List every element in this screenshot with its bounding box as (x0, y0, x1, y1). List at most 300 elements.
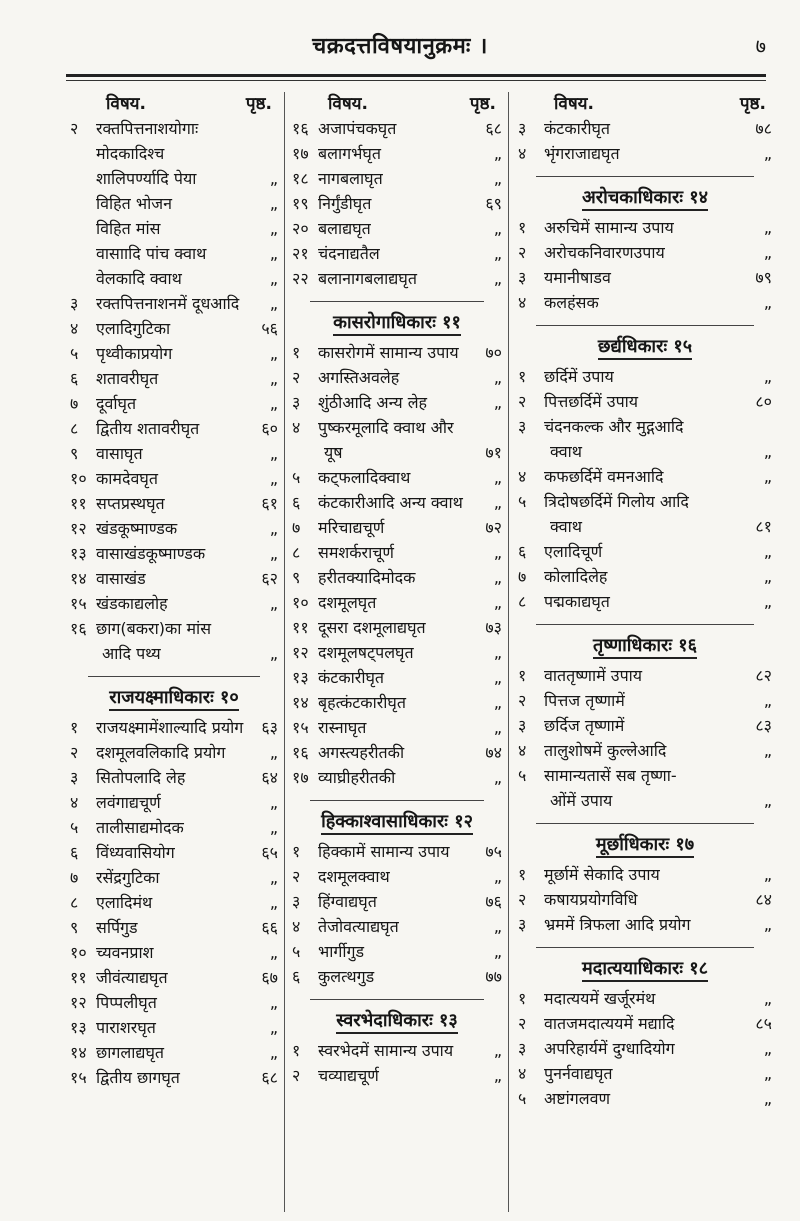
entry-title: चंदनकल्क और मुद्गआदि (544, 417, 684, 436)
page-heading: पृष्ठ. (245, 94, 272, 114)
entry-page: ७४ (485, 743, 502, 762)
entry-page: „ (269, 194, 278, 213)
toc-entry (516, 763, 774, 788)
section-heading-block (516, 325, 774, 360)
entry-title: हरीतक्यादिमोदक (318, 568, 416, 587)
toc-entry (290, 964, 504, 989)
entry-title: तेजोवत्याद्यघृत (318, 917, 399, 936)
entry-title: राजयक्ष्मामेंशाल्यादि प्रयोग (96, 718, 244, 737)
entry-number: ९ (292, 568, 301, 587)
entry-title: बृहत्कंटकारीघृत (318, 693, 407, 712)
entry-title: मदात्ययमें खर्जूरमंथ (544, 989, 656, 1008)
entry-number: ७ (518, 567, 527, 586)
toc-entry (68, 715, 280, 740)
entry-page: „ (269, 169, 278, 188)
entry-page: „ (493, 643, 502, 662)
entry-number: १७ (292, 144, 309, 163)
entry-page: „ (763, 467, 772, 486)
section-title: मूर्छाधिकारः १७ (596, 834, 694, 858)
toc-entry (516, 116, 774, 141)
entry-number: २ (292, 368, 301, 387)
entry-number: ४ (292, 418, 301, 437)
entry-title: तालुशोषमें कुल्लेआदि (544, 741, 667, 760)
header-rule-thin (66, 80, 766, 81)
entry-title: दूर्वाघृत (96, 394, 137, 413)
toc-entry (290, 864, 504, 889)
entry-title: दूसरा दशमूलाद्यघृत (318, 618, 426, 637)
entry-page: ८३ (755, 716, 772, 735)
entry-number: ७ (70, 868, 79, 887)
entry-title: यमानीषाडव (544, 268, 611, 287)
entry-title: क्वाथ (550, 517, 582, 536)
toc-entry (290, 889, 504, 914)
entry-number: २ (70, 119, 79, 138)
toc-entry (290, 266, 504, 291)
toc-entry (68, 316, 280, 341)
toc-entry (68, 591, 280, 616)
entry-title: चव्याद्यचूर्ण (318, 1066, 379, 1085)
entry-page: „ (763, 865, 772, 884)
section-rule (536, 823, 754, 824)
toc-column-3 (516, 92, 774, 1212)
entry-title: विहित मांस (96, 219, 161, 238)
entry-title: रक्तपित्तनाशयोगाः मोदकादिश्च (96, 119, 199, 163)
toc-entry (68, 466, 280, 491)
entry-title: वेलकादि क्वाथ (96, 269, 182, 288)
entry-title: ओंमें उपाय (550, 791, 613, 810)
entry-title: पुनर्नवाद्यघृत (544, 1064, 613, 1083)
subject-heading: विषय. (106, 94, 146, 114)
entry-number: ५ (518, 766, 527, 785)
entry-number: ९ (70, 444, 79, 463)
entry-number: २ (518, 1014, 527, 1033)
entry-page: „ (493, 942, 502, 961)
entry-title: वाततृष्णामें उपाय (544, 666, 643, 685)
entry-number: १२ (292, 643, 309, 662)
entry-number: २ (518, 243, 527, 262)
entry-number: ४ (518, 1064, 527, 1083)
toc-entry (290, 465, 504, 490)
toc-column-2 (290, 92, 504, 1212)
section-title: राजयक्ष्माधिकारः १० (109, 687, 238, 711)
entry-page: „ (269, 943, 278, 962)
toc-entry (290, 490, 504, 515)
entry-number: १ (292, 842, 301, 861)
toc-entry (516, 539, 774, 564)
entry-number: १० (292, 593, 309, 612)
entry-number: ५ (70, 818, 79, 837)
header-rule-thick (66, 74, 766, 77)
toc-entry (290, 390, 504, 415)
entry-title: व्याघ्रीहरीतकी (318, 768, 396, 787)
entry-page: ७६ (485, 892, 502, 911)
toc-entry (516, 1086, 774, 1111)
entry-number: १० (70, 469, 87, 488)
entry-title: द्वितीय शतावरीघृत (96, 419, 200, 438)
toc-entry (290, 166, 504, 191)
entry-page: „ (269, 469, 278, 488)
toc-entry (516, 887, 774, 912)
entry-number: ११ (292, 618, 309, 637)
entry-page: ६७ (261, 968, 278, 987)
entry-title: शतावरीघृत (96, 369, 159, 388)
entry-page: „ (493, 1066, 502, 1085)
toc-entry (516, 738, 774, 763)
entry-page: ६८ (261, 1068, 278, 1087)
entry-page: „ (493, 668, 502, 687)
entry-page: ७८ (755, 119, 772, 138)
entry-title: कफछर्दिमें वमनआदि (544, 467, 664, 486)
toc-entry (516, 912, 774, 937)
entry-title: पृथ्वीकाप्रयोग (96, 344, 173, 363)
entry-page: „ (269, 294, 278, 313)
toc-entry (68, 1040, 280, 1065)
toc-entry (290, 939, 504, 964)
toc-entry (290, 340, 504, 365)
toc-entry (68, 391, 280, 416)
entry-number: १ (518, 218, 527, 237)
entry-page: ७५ (485, 842, 502, 861)
entry-number: २ (70, 743, 79, 762)
entry-number: ६ (70, 369, 79, 388)
entry-title: छर्दिमें उपाय (544, 367, 614, 386)
entry-number: ६ (70, 843, 79, 862)
entry-number: २ (518, 691, 527, 710)
entry-title: दशमूलक्वाथ (318, 867, 390, 886)
entry-title: कासरोगमें सामान्य उपाय (318, 343, 459, 362)
entry-number: २ (292, 867, 301, 886)
toc-entry (516, 986, 774, 1011)
entry-title: च्यवनप्राश (96, 943, 154, 962)
entry-title: वासाखंड (96, 569, 146, 588)
entry-number: १ (518, 989, 527, 1008)
toc-entry (516, 862, 774, 887)
subject-heading: विषय. (328, 94, 368, 114)
entry-title: भृंगराजाद्यघृत (544, 144, 620, 163)
entry-page: „ (763, 442, 772, 461)
entry-page: „ (269, 868, 278, 887)
entry-number: ५ (292, 468, 301, 487)
entry-title: एलादिमंथ (96, 893, 153, 912)
entry-page: „ (269, 893, 278, 912)
entry-title: पाराशरघृत (96, 1018, 156, 1037)
toc-entry (516, 589, 774, 614)
entry-page: „ (763, 989, 772, 1008)
entry-number: ७ (70, 394, 79, 413)
entry-page: „ (269, 269, 278, 288)
entry-page: ७० (485, 343, 502, 362)
entry-page: „ (493, 144, 502, 163)
subject-heading: विषय. (554, 94, 594, 114)
section-heading-block (516, 947, 774, 982)
entry-page: ७९ (755, 268, 772, 287)
entry-title: पित्तछर्दिमें उपाय (544, 392, 639, 411)
entry-page: „ (493, 917, 502, 936)
entry-number: ६ (518, 542, 527, 561)
entry-page: ६५ (261, 843, 278, 862)
entry-title: क्वाथ (550, 442, 582, 461)
entry-number: ५ (70, 344, 79, 363)
entry-title: शुंठीआदि अन्य लेह (318, 393, 428, 412)
entry-title: सप्तप्रस्थघृत (96, 494, 165, 513)
entry-number: १ (292, 1041, 301, 1060)
toc-entry (68, 915, 280, 940)
entry-title: वासाादि पांच क्वाथ (96, 244, 207, 263)
toc-entry (516, 215, 774, 240)
entry-page: „ (763, 144, 772, 163)
toc-entry (68, 191, 280, 216)
toc-entry (68, 616, 280, 641)
entry-title: दशमूलघृत (318, 593, 377, 612)
toc-entry (516, 1036, 774, 1061)
entry-page: „ (269, 444, 278, 463)
toc-entry (290, 640, 504, 665)
entry-page: „ (763, 218, 772, 237)
entry-title: सामान्यतासें सब तृष्णा- (544, 766, 677, 785)
toc-entry (68, 965, 280, 990)
entry-title: स्वरभेदमें सामान्य उपाय (318, 1041, 454, 1060)
entry-page: „ (269, 219, 278, 238)
entry-title: अरोचकनिवारणउपाय (544, 243, 665, 262)
toc-entry (68, 1015, 280, 1040)
section-heading-block (290, 999, 504, 1034)
entry-page: „ (269, 344, 278, 363)
page-header (0, 0, 800, 88)
entry-title: विहित भोजन (96, 194, 173, 213)
toc-entry (68, 291, 280, 316)
entry-number: २२ (292, 269, 309, 288)
entry-page: ८० (755, 392, 772, 411)
entry-page: ६१ (261, 494, 278, 513)
entry-number: ३ (70, 294, 79, 313)
entry-page: ६२ (261, 569, 278, 588)
entry-page: ६४ (261, 768, 278, 787)
toc-entry (68, 765, 280, 790)
section-rule (310, 800, 484, 801)
toc-entry (290, 665, 504, 690)
toc-entry (68, 541, 280, 566)
entry-title: खंडकूष्माण्डक (96, 519, 178, 538)
entry-page: „ (269, 369, 278, 388)
entry-title: पुष्करमूलादि क्वाथ और (318, 418, 454, 437)
entry-page: ८१ (755, 517, 772, 536)
entry-page: ८५ (755, 1014, 772, 1033)
toc-entry (68, 116, 280, 166)
entry-page: „ (269, 594, 278, 613)
toc-entry (68, 840, 280, 865)
entry-number: १२ (70, 519, 87, 538)
entry-title: अष्टांगलवण (544, 1089, 611, 1108)
entry-number: ३ (70, 768, 79, 787)
section-rule (536, 624, 754, 625)
entry-title: सितोपलादि लेह (96, 768, 186, 787)
entry-number: १४ (292, 693, 309, 712)
entry-title: विंध्यवासियोग (96, 843, 175, 862)
toc-entry (68, 441, 280, 466)
entry-number: ३ (292, 393, 301, 412)
entry-number: ४ (70, 793, 79, 812)
entry-title: छाग(बकरा)का मांस (96, 619, 212, 638)
entry-title: समशर्कराचूर्ण (318, 543, 394, 562)
entry-page: „ (493, 393, 502, 412)
entry-page: „ (763, 741, 772, 760)
section-heading-block (516, 823, 774, 858)
toc-entry (516, 240, 774, 265)
toc-column-1 (68, 92, 280, 1212)
entry-page: „ (493, 169, 502, 188)
toc-entry (290, 116, 504, 141)
entry-page: ८२ (755, 666, 772, 685)
page-heading: पृष्ठ. (469, 94, 496, 114)
entry-number: ४ (518, 467, 527, 486)
entry-title: शालिपर्ण्यादि पेया (96, 169, 197, 188)
toc-entry (290, 141, 504, 166)
entry-page: ७७ (485, 967, 502, 986)
entry-page: „ (763, 293, 772, 312)
entry-page: „ (763, 367, 772, 386)
toc-entry (290, 241, 504, 266)
entry-number: ११ (70, 968, 87, 987)
running-title: चक्रदत्तविषयानुक्रमः । (312, 34, 488, 59)
toc-entry (68, 790, 280, 815)
toc-entry-continuation (290, 440, 504, 465)
entry-number: २० (292, 219, 309, 238)
page-number: ७ (755, 34, 766, 58)
entry-number: ५ (518, 492, 527, 511)
page-heading: पृष्ठ. (739, 94, 766, 114)
column-header (290, 92, 504, 116)
entry-number: २१ (292, 244, 309, 263)
toc-entry (290, 839, 504, 864)
entry-page: „ (493, 493, 502, 512)
entry-title: कुलत्थगुड (318, 967, 375, 986)
entry-title: मूर्छामें सेकादि उपाय (544, 865, 660, 884)
entry-page: „ (269, 993, 278, 1012)
toc-entry (516, 1011, 774, 1036)
toc-entry (516, 663, 774, 688)
entry-number: १३ (70, 1018, 87, 1037)
entry-title: रक्तपित्तनाशनमें दूधआदि (96, 294, 240, 313)
entry-title: वासाखंडकूष्माण्डक (96, 544, 206, 563)
toc-entry-continuation (516, 788, 774, 813)
entry-title: अगस्त्यहरीतकी (318, 743, 405, 762)
entry-number: ८ (70, 893, 79, 912)
entry-title: भ्रममें त्रिफला आदि प्रयोग (544, 915, 691, 934)
entry-title: बलागर्भघृत (318, 144, 381, 163)
toc-entry (290, 740, 504, 765)
toc-entry (68, 166, 280, 191)
entry-title: कंटकारीघृत (544, 119, 611, 138)
toc-entry (290, 765, 504, 790)
toc-entry (68, 241, 280, 266)
entry-title: बलाद्यघृत (318, 219, 371, 238)
entry-number: ३ (518, 119, 527, 138)
toc-entry (516, 265, 774, 290)
toc-entry (516, 564, 774, 589)
entry-title: अजापंचकघृत (318, 119, 397, 138)
entry-page: „ (493, 468, 502, 487)
section-rule (536, 325, 754, 326)
toc-entry (516, 141, 774, 166)
entry-title: छर्दिज तृष्णामें (544, 716, 625, 735)
entry-number: १६ (70, 619, 87, 638)
entry-title: पित्तज तृष्णामें (544, 691, 625, 710)
entry-title: दशमूलषट्पलघृत (318, 643, 414, 662)
toc-entry (68, 516, 280, 541)
entry-title: अपरिहार्यमें दुग्धादियोग (544, 1039, 675, 1058)
section-title: अरोचकाधिकारः १४ (582, 187, 708, 211)
toc-entry (290, 365, 504, 390)
toc-entry (68, 890, 280, 915)
section-rule (88, 676, 260, 677)
entry-page: „ (763, 915, 772, 934)
entry-page: „ (493, 593, 502, 612)
entry-title: पद्मकाद्यघृत (544, 592, 610, 611)
entry-page: ७३ (485, 618, 502, 637)
entry-number: १ (518, 666, 527, 685)
entry-number: ३ (518, 1039, 527, 1058)
toc-entry (68, 216, 280, 241)
entry-page: „ (763, 791, 772, 810)
toc-entry (516, 389, 774, 414)
toc-entry (516, 489, 774, 514)
entry-title: भार्गीगुड (318, 942, 365, 961)
section-title: मदात्ययाधिकारः १८ (582, 958, 708, 982)
toc-entry (68, 1065, 280, 1090)
entry-number: ६ (292, 967, 301, 986)
entry-page: „ (269, 244, 278, 263)
entry-title: लवंगाद्यचूर्ण (96, 793, 161, 812)
entry-title: यूष (324, 443, 343, 462)
toc-entry (290, 216, 504, 241)
entry-number: ४ (518, 144, 527, 163)
entry-page: ६९ (485, 194, 502, 213)
toc-entry (68, 566, 280, 591)
entry-title: सर्पिगुड (96, 918, 138, 937)
entry-title: कामदेवघृत (96, 469, 158, 488)
entry-title: एलादिगुटिका (96, 319, 171, 338)
toc-entry (68, 266, 280, 291)
entry-number: ११ (70, 494, 87, 513)
entry-title: जीवंत्याद्यघृत (96, 968, 168, 987)
entry-page: „ (269, 818, 278, 837)
section-title: हिक्काश्वासाधिकारः १२ (321, 811, 473, 835)
column-header (68, 92, 280, 116)
entry-page: „ (493, 219, 502, 238)
toc-entry (68, 416, 280, 441)
column-divider (284, 92, 285, 1212)
entry-page: „ (493, 1041, 502, 1060)
entry-number: ८ (518, 592, 527, 611)
entry-title: खंडकाद्यलोह (96, 594, 168, 613)
entry-number: २ (518, 392, 527, 411)
toc-entry (290, 615, 504, 640)
entry-page: „ (763, 691, 772, 710)
entry-title: कलहंसक (544, 293, 599, 312)
entry-number: ३ (518, 268, 527, 287)
entry-page: „ (493, 368, 502, 387)
toc-entry (290, 415, 504, 440)
toc-entry (68, 366, 280, 391)
column-divider (508, 92, 509, 1212)
entry-number: १९ (292, 194, 309, 213)
entry-number: १३ (70, 544, 87, 563)
entry-number: १४ (70, 569, 87, 588)
toc-entry (68, 341, 280, 366)
entry-page: ८४ (755, 890, 772, 909)
entry-title: रसेंद्रगुटिका (96, 868, 160, 887)
entry-number: १ (518, 865, 527, 884)
